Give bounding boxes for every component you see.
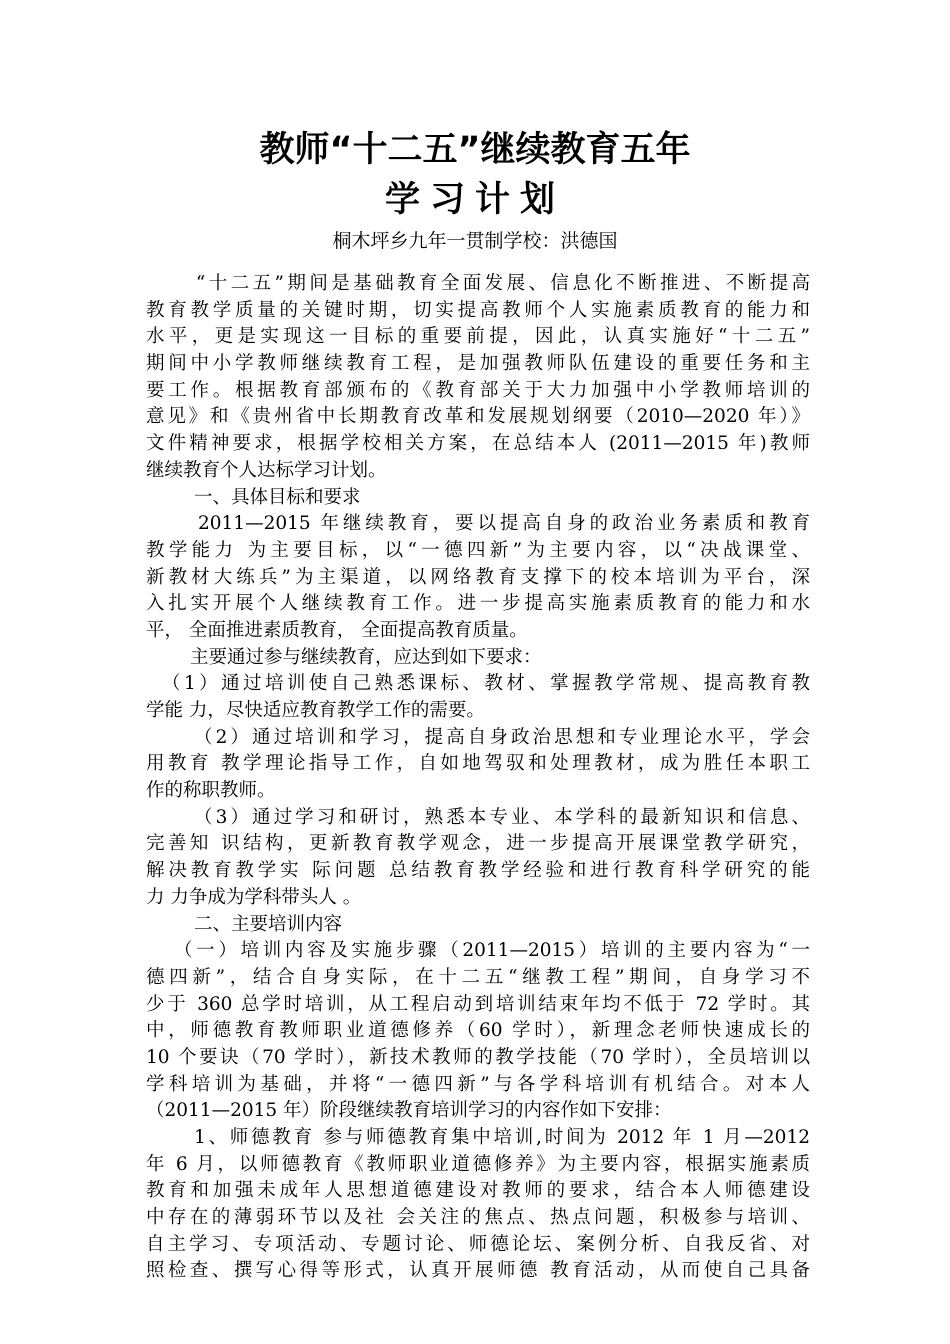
- paragraph-line: 意见》和《贵州省中长期教育改革和发展规划纲要（2010—2020 年）》: [146, 406, 810, 428]
- paragraph-line: 新教材大练兵”为主渠道，以网络教育支撑下的校本培训为平台，深: [146, 566, 810, 588]
- paragraph-line: 期间中小学教师继续教育工程，是加强教师队伍建设的重要任务和主: [146, 353, 810, 375]
- paragraph-line: 10 个要诀（70 学时），新技术教师的教学技能（70 学时），全员培训以: [146, 1046, 810, 1068]
- paragraph-line: 中存在的薄弱环节以及社 会关注的焦点、热点问题，积极参与培训、: [146, 1207, 810, 1229]
- paragraph-line: 学能 力，尽快适应教育教学工作的需要。: [146, 700, 485, 721]
- paragraph-line: 教育和加强未成年人思想道德建设对教师的要求，结合本人师德建设: [146, 1180, 810, 1202]
- paragraph-line: 一、具体目标和要求: [194, 486, 361, 508]
- paragraph-line: 教育教学质量的关键时期，切实提高教师个人实施素质教育的能力和: [146, 299, 810, 321]
- paragraph-line: 学科培训为基础，并将“一德四新”与各学科培训有机结合。对本人: [146, 1073, 810, 1095]
- paragraph-line: 自主学习、专项活动、专题讨论、师德论坛、案例分析、自我反省、对: [146, 1233, 810, 1255]
- document-title-line-1: 教师“十二五”继续教育五年: [259, 130, 691, 170]
- paragraph-line: “十二五”期间是基础教育全面发展、信息化不断推进、不断提高: [174, 273, 810, 294]
- paragraph-line: 入扎实开展个人继续教育工作。进一步提高实施素质教育的能力和水: [146, 593, 810, 615]
- paragraph-line: 解决教育教学实 际问题 总结教育教学经验和进行教育科学研究的能: [146, 860, 810, 882]
- paragraph-line: 用教育 教学理论指导工作，自如地驾驭和处理教材，成为胜任本职工: [146, 753, 810, 775]
- paragraph-line: 1、师德教育 参与师德教育集中培训,时间为 2012 年 1 月—2012: [194, 1127, 810, 1148]
- document-author: 桐木坪乡九年一贯制学校：洪德国: [332, 230, 618, 252]
- paragraph-line: 平， 全面推进素质教育， 全面提高教育质量。: [146, 619, 528, 641]
- paragraph-line: 水平，更是实现这一目标的重要前提，因此，认真实施好“十二五”: [146, 326, 810, 348]
- paragraph-line: 中，师德教育教师职业道德修养（60 学时），新理念老师快速成长的: [146, 1020, 810, 1042]
- paragraph-line: 文件精神要求，根据学校相关方案，在总结本人 (2011—2015 年)教师: [146, 433, 810, 455]
- paragraph-line: 力 力争成为学科带头人 。: [146, 886, 362, 908]
- paragraph-line: 照检查、撰写心得等形式，认真开展师德 教育活动，从而使自己具备: [146, 1260, 810, 1282]
- paragraph-line: 作的称职教师。: [146, 780, 276, 802]
- paragraph-line: （2011—2015 年）阶段继续教育培训学习的内容作如下安排：: [146, 1100, 672, 1122]
- paragraph-line: 二、主要培训内容: [194, 913, 343, 935]
- paragraph-line: （2）通过培训和学习，提高自身政治思想和专业理论水平，学会: [194, 726, 810, 748]
- paragraph-line: 2011—2015 年继续教育，要以提高自身的政治业务素质和教育: [198, 513, 810, 535]
- paragraph-line: （一）培训内容及实施步骤（2011—2015）培训的主要内容为“一: [174, 940, 810, 962]
- paragraph-line: 主要通过参与继续教育，应达到如下要求：: [190, 646, 542, 668]
- paragraph-line: 教学能力 为主要目标，以“一德四新”为主要内容，以“决战课堂、: [146, 539, 810, 561]
- paragraph-line: 完善知 识结构，更新教育教学观念，进一步提高开展课堂教学研究，: [146, 833, 810, 855]
- paragraph-line: 少于 360 总学时培训，从工程启动到培训结束年均不低于 72 学时。其: [146, 993, 810, 1015]
- paragraph-line: 要工作。根据教育部颁布的《教育部关于大力加强中小学教师培训的: [146, 379, 810, 401]
- document-title-line-2: 学习计划: [384, 180, 565, 220]
- paragraph-line: （1）通过培训使自己熟悉课标、教材、掌握教学常规、提高教育教: [162, 673, 810, 695]
- paragraph-line: （3）通过学习和研讨，熟悉本专业、本学科的最新知识和信息、: [194, 806, 810, 828]
- paragraph-line: 德四新”，结合自身实际，在十二五“继教工程”期间，自身学习不: [146, 966, 810, 988]
- paragraph-line: 年 6 月，以师德教育《教师职业道德修养》为主要内容，根据实施素质: [146, 1153, 810, 1175]
- document-body: [146, 271, 810, 1285]
- paragraph-line: 继续教育个人达标学习计划。: [146, 459, 387, 481]
